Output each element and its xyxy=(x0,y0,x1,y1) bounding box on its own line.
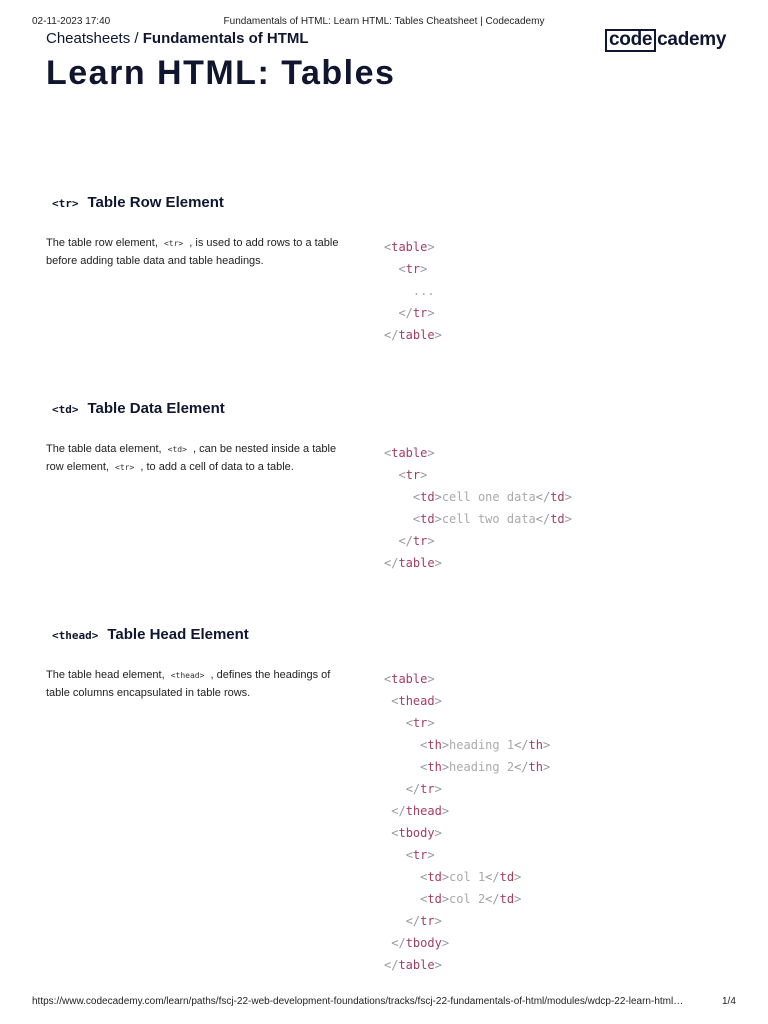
code-token xyxy=(384,512,413,526)
code-token: cell one data xyxy=(441,490,536,504)
code-token: tbody xyxy=(398,826,435,840)
code-token: </ xyxy=(384,958,399,972)
code-token: < xyxy=(420,892,428,906)
code-token: < xyxy=(412,512,421,526)
code-token: </ xyxy=(535,490,551,504)
code-token: tr xyxy=(405,468,421,482)
code-line xyxy=(384,302,442,324)
logo-rest-text: cademy xyxy=(657,29,727,50)
code-token: > xyxy=(427,446,435,460)
section-tag: <tr> xyxy=(52,197,79,210)
code-token: > xyxy=(441,760,450,774)
section-tag: <thead> xyxy=(52,629,99,642)
section-description: The table row element, <tr> , is used to add rows to a table before adding table data and table headings. xyxy=(46,237,339,267)
print-page-number: 1/4 xyxy=(722,996,736,1007)
code-line xyxy=(384,552,572,574)
code-line xyxy=(384,690,550,712)
section-title: Table Head Element xyxy=(107,626,249,643)
code-token: > xyxy=(427,240,435,254)
code-token: heading 1 xyxy=(449,738,515,752)
code-token xyxy=(384,760,420,774)
code-token: td xyxy=(420,490,435,504)
code-line xyxy=(384,442,572,464)
code-token: table xyxy=(391,240,428,254)
code-token: < xyxy=(384,446,392,460)
code-token: > xyxy=(434,328,442,342)
code-token: > xyxy=(441,936,450,950)
code-token: </ xyxy=(405,914,421,928)
inline-code: <tr> xyxy=(115,462,135,472)
code-token: tr xyxy=(420,914,435,928)
code-token: tr xyxy=(405,262,421,276)
code-token: </ xyxy=(391,804,406,818)
code-line xyxy=(384,888,550,910)
print-datetime: 02-11-2023 17:40 xyxy=(32,16,111,27)
code-token: </ xyxy=(485,870,500,884)
code-line xyxy=(384,280,442,302)
code-line xyxy=(384,756,550,778)
section-description: The table data element, <td> , can be nested inside a table row element, <tr> , to add a cell of data to a table. xyxy=(46,443,337,473)
inline-code: <td> xyxy=(167,445,187,454)
code-token: > xyxy=(542,738,551,752)
code-token: ... xyxy=(384,284,435,298)
code-token: tr xyxy=(420,782,435,796)
code-token: table xyxy=(398,328,435,342)
code-token: table xyxy=(398,556,435,570)
code-token xyxy=(384,914,406,928)
code-token: > xyxy=(542,760,551,774)
code-token xyxy=(384,716,406,730)
breadcrumb xyxy=(46,30,309,47)
code-token xyxy=(384,738,420,752)
code-token: td xyxy=(499,870,515,884)
code-token: < xyxy=(398,468,406,482)
code-token: table xyxy=(391,446,428,460)
code-line xyxy=(384,866,550,888)
section-heading-td xyxy=(52,400,225,417)
code-token: > xyxy=(427,534,435,548)
code-token: td xyxy=(550,490,565,504)
code-line xyxy=(384,508,572,530)
code-token: </ xyxy=(391,936,406,950)
code-token xyxy=(384,892,420,906)
code-token: > xyxy=(427,848,435,862)
code-token: col 2 xyxy=(449,892,486,906)
code-token: td xyxy=(427,892,442,906)
code-token: tbody xyxy=(405,936,442,950)
code-token: > xyxy=(441,804,450,818)
section-title: Table Row Element xyxy=(87,194,224,211)
code-token: > xyxy=(564,512,572,526)
code-token: td xyxy=(499,892,515,906)
codecademy-logo[interactable] xyxy=(605,29,726,51)
code-token: </ xyxy=(384,328,399,342)
code-token: > xyxy=(420,262,428,276)
code-token: < xyxy=(420,738,428,752)
code-token: < xyxy=(420,760,428,774)
inline-code: <tr> xyxy=(163,239,184,248)
breadcrumb-cheatsheets-link[interactable]: Cheatsheets xyxy=(46,30,131,47)
code-token: td xyxy=(420,512,435,526)
page-title: Learn HTML: Tables xyxy=(46,54,396,92)
code-token xyxy=(384,490,413,504)
code-line xyxy=(384,800,550,822)
code-token: </ xyxy=(535,512,551,526)
code-token: < xyxy=(384,672,392,686)
code-token xyxy=(384,306,398,320)
code-token xyxy=(384,534,398,548)
code-token: > xyxy=(514,870,522,884)
code-token: < xyxy=(391,694,399,708)
breadcrumb-current[interactable]: Fundamentals of HTML xyxy=(142,30,309,47)
code-token: tr xyxy=(412,534,428,548)
code-token: < xyxy=(391,826,399,840)
code-example xyxy=(384,668,550,976)
code-line xyxy=(384,954,550,976)
code-line xyxy=(384,324,442,346)
code-token: > xyxy=(420,468,428,482)
code-line xyxy=(384,236,442,258)
code-token: table xyxy=(398,958,435,972)
code-token: < xyxy=(405,716,413,730)
code-token: </ xyxy=(398,534,413,548)
code-token: </ xyxy=(514,738,529,752)
inline-code: <thead> xyxy=(170,671,205,680)
code-token: td xyxy=(550,512,565,526)
code-token: > xyxy=(434,512,442,526)
code-token: cell two data xyxy=(441,512,536,526)
section-heading-tr xyxy=(52,194,224,211)
code-token: > xyxy=(564,490,572,504)
code-token: > xyxy=(434,826,442,840)
code-token: </ xyxy=(398,306,413,320)
logo-boxed-text: code xyxy=(605,29,656,52)
code-token: th xyxy=(528,760,543,774)
code-token xyxy=(384,848,406,862)
code-token: tr xyxy=(412,848,428,862)
code-example xyxy=(384,442,572,574)
code-token: > xyxy=(441,892,450,906)
code-example xyxy=(384,236,442,346)
code-token: tr xyxy=(412,306,428,320)
code-line xyxy=(384,822,550,844)
code-line xyxy=(384,932,550,954)
code-token: > xyxy=(427,672,435,686)
code-token: < xyxy=(412,490,421,504)
code-token: > xyxy=(434,782,442,796)
breadcrumb-separator: / xyxy=(130,30,143,47)
code-token: thead xyxy=(398,694,435,708)
code-token: > xyxy=(434,694,442,708)
code-token: </ xyxy=(514,760,529,774)
code-line xyxy=(384,910,550,932)
code-token xyxy=(384,262,398,276)
section-heading-thead xyxy=(52,626,249,643)
code-token xyxy=(384,468,398,482)
code-token: th xyxy=(427,738,442,752)
code-token: < xyxy=(420,870,428,884)
code-token: </ xyxy=(485,892,500,906)
code-token: th xyxy=(528,738,543,752)
code-token: > xyxy=(427,716,435,730)
code-token: heading 2 xyxy=(449,760,515,774)
code-token: thead xyxy=(405,804,442,818)
code-token: > xyxy=(434,556,442,570)
code-line xyxy=(384,712,550,734)
code-token: > xyxy=(427,306,435,320)
code-token: td xyxy=(427,870,442,884)
code-line xyxy=(384,530,572,552)
code-token xyxy=(384,870,420,884)
print-document-title: Fundamentals of HTML: Learn HTML: Tables Cheatsheet | Codecademy xyxy=(223,16,545,27)
code-line xyxy=(384,486,572,508)
code-token: > xyxy=(434,490,442,504)
code-token: > xyxy=(514,892,522,906)
code-token: > xyxy=(441,738,450,752)
code-token: col 1 xyxy=(449,870,486,884)
section-description: The table head element, <thead> , defines the headings of table columns encapsulated in table rows. xyxy=(46,669,331,699)
code-token: </ xyxy=(384,556,399,570)
code-token: </ xyxy=(405,782,421,796)
code-line xyxy=(384,464,572,486)
code-line xyxy=(384,258,442,280)
code-token xyxy=(384,782,406,796)
code-token: th xyxy=(427,760,442,774)
code-line xyxy=(384,778,550,800)
code-token: > xyxy=(434,958,442,972)
code-token: < xyxy=(398,262,406,276)
code-token: tr xyxy=(412,716,428,730)
code-line xyxy=(384,668,550,690)
section-tag: <td> xyxy=(52,403,79,416)
section-title: Table Data Element xyxy=(87,400,225,417)
print-url: https://www.codecademy.com/learn/paths/fscj-22-web-development-foundations/tracks/fscj-22-fundamentals-of-html/modules/wdcp-22-learn-html… xyxy=(32,996,684,1007)
code-token: < xyxy=(384,240,392,254)
code-token: < xyxy=(405,848,413,862)
code-token: > xyxy=(441,870,450,884)
code-line xyxy=(384,844,550,866)
code-line xyxy=(384,734,550,756)
code-token: table xyxy=(391,672,428,686)
code-token: > xyxy=(434,914,442,928)
